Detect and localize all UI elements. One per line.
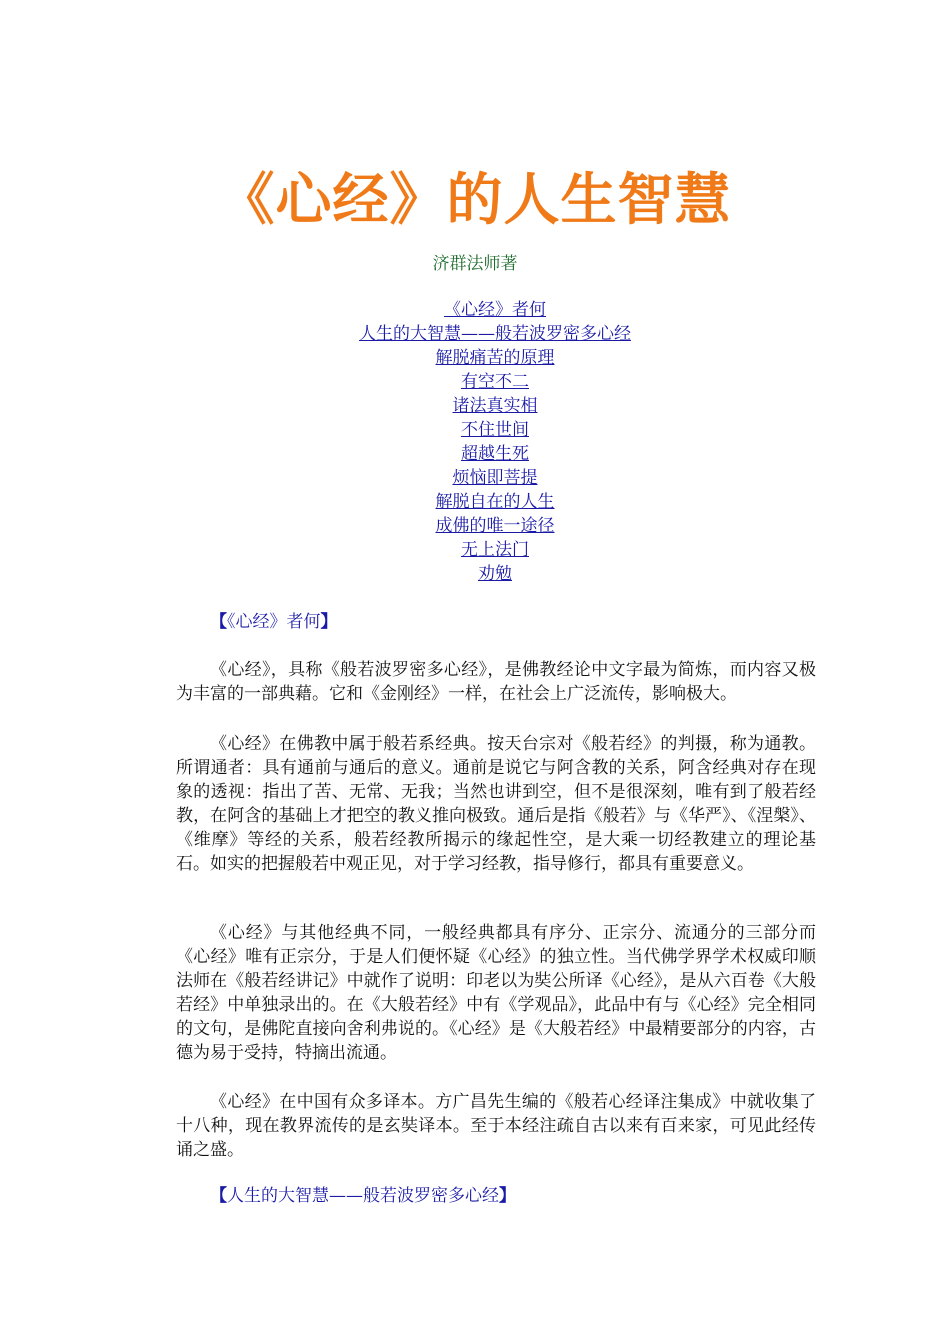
toc-link-xinjing-zhehe[interactable]: 《心经》者何 [444, 300, 546, 320]
bracket-close: 】 [499, 1186, 516, 1206]
toc-link-zhufa-zhenshixiang[interactable]: 诸法真实相 [452, 396, 538, 416]
toc-link-fannao-puti[interactable]: 烦恼即菩提 [452, 468, 538, 488]
toc-link-chaoyue-shengsi[interactable]: 超越生死 [461, 444, 529, 464]
bracket-open: 【 [210, 612, 227, 632]
section-heading-text: 《心经》者何 [227, 612, 321, 632]
author-line: 济群法师著 [432, 254, 518, 274]
body-paragraph: 《心经》在中国有众多译本。方广昌先生编的《般若心经译注集成》中就收集了十八种，现在教界流传的是玄奘译本。至于本经注疏自古以来有百来家，可见此经传诵之盛。 [176, 1092, 816, 1160]
section-heading-xinjing-zhehe [210, 610, 338, 634]
body-paragraph: 《心经》在佛教中属于般若系经典。按天台宗对《般若经》的判摄，称为通教。所谓通者：具有通前与通后的意义。通前是说它与阿含教的关系，阿含经典对存在现象的透视：指出了苦、无常、无我；当然也讲到空，但不是很深刻，唯有到了般若经教，在阿含的基础上才把空的教义推向极致。通后是指《般若》与《华严》、《涅槃》、《维摩》等经的关系，般若经教所揭示的缘起性空，是大乘一切经教建立的理论基石。如实的把握般若中观正见，对于学习经教，指导修行，都具有重要意义。 [176, 734, 816, 874]
section-heading-rensheng-dazhihui [210, 1184, 516, 1208]
bracket-open: 【 [210, 1186, 227, 1206]
toc-link-wushang-famen[interactable]: 无上法门 [461, 540, 529, 560]
body-paragraph: 《心经》与其他经典不同，一般经典都具有序分、正宗分、流通分的三部分而《心经》唯有正宗分，于是人们便怀疑《心经》的独立性。当代佛学界学术权威印顺法师在《般若经讲记》中就作了说明：印老以为奘公所译《心经》，是从六百卷《大般若经》中单独录出的。在《大般若经》中有《学观品》，此品中有与《心经》完全相同的文句，是佛陀直接向舍利弗说的。《心经》是《大般若经》中最精要部分的内容，古德为易于受持，特摘出流通。 [176, 923, 816, 1063]
bracket-close: 】 [320, 612, 338, 632]
toc-link-chengfo-tujing[interactable]: 成佛的唯一途径 [435, 516, 555, 536]
toc-link-buzhu-shijian[interactable]: 不住世间 [461, 420, 529, 440]
toc-link-youkong-buer[interactable]: 有空不二 [461, 372, 529, 392]
toc-link-jietuo-tongku[interactable]: 解脱痛苦的原理 [435, 348, 555, 368]
section-heading-text: 人生的大智慧——般若波罗密多心经 [227, 1186, 499, 1206]
toc-link-jietuo-zizai[interactable]: 解脱自在的人生 [435, 492, 555, 512]
toc-link-rensheng-dazhihui[interactable]: 人生的大智慧——般若波罗密多心经 [359, 324, 631, 344]
toc-link-quanmian[interactable]: 劝勉 [478, 564, 512, 584]
document-title: 《心经》的人生智慧 [218, 167, 732, 233]
table-of-contents [0, 298, 950, 586]
body-paragraph: 《心经》，具称《般若波罗密多心经》，是佛教经论中文字最为简炼，而内容又极为丰富的一部典藉。它和《金刚经》一样，在社会上广泛流传，影响极大。 [176, 660, 816, 704]
